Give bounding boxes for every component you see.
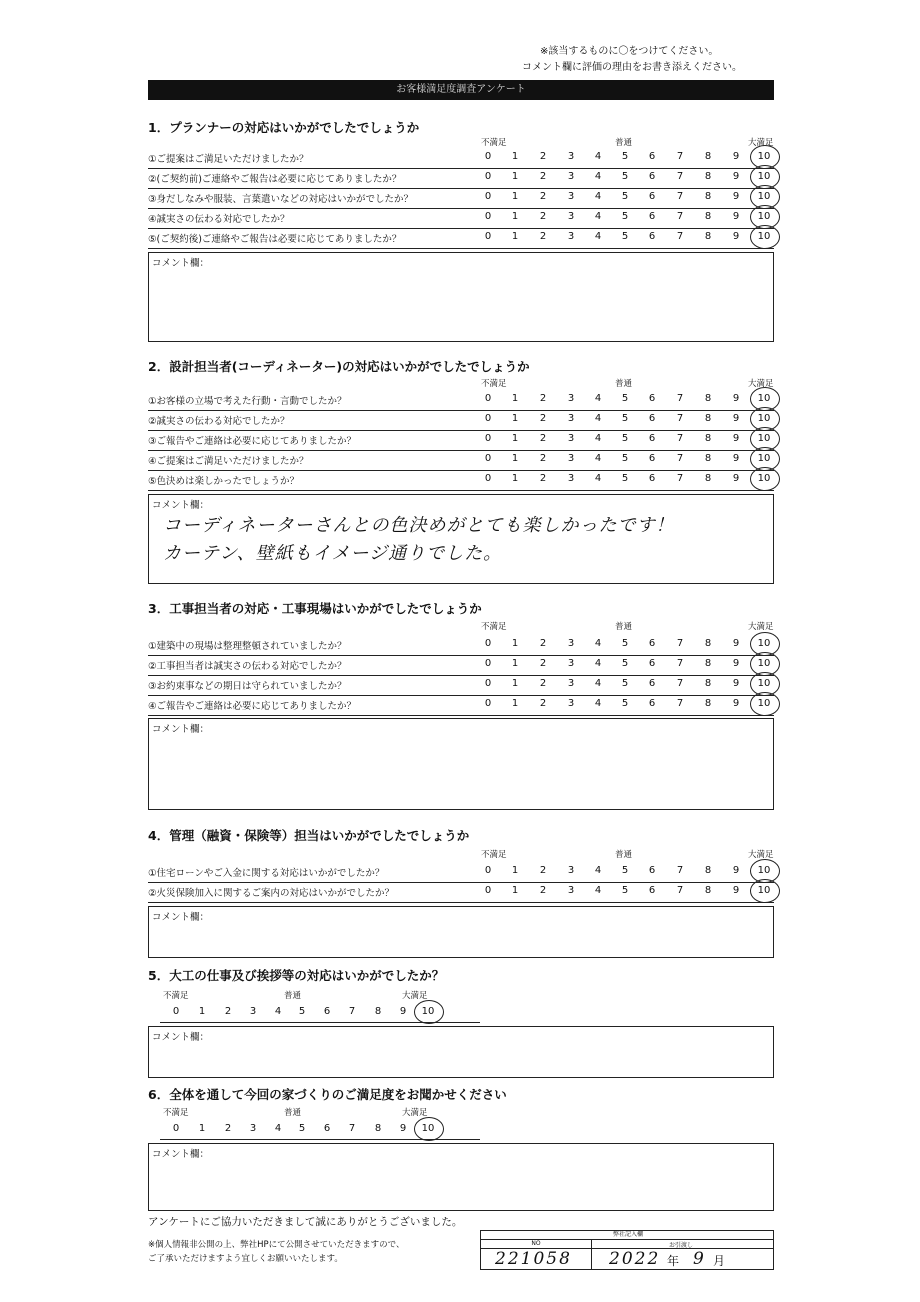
score-option-0[interactable]: 0 xyxy=(484,698,492,709)
score-option-7[interactable]: 7 xyxy=(348,1006,356,1017)
section-4-comment-box[interactable] xyxy=(148,906,774,958)
score-option-1[interactable]: 1 xyxy=(511,678,519,689)
score-option-7[interactable]: 7 xyxy=(676,453,684,464)
comment-label: コメント欄： xyxy=(152,258,210,269)
score-option-10[interactable]: 10 xyxy=(421,1006,435,1017)
score-option-8[interactable]: 8 xyxy=(704,393,712,404)
score-option-3[interactable]: 3 xyxy=(567,453,575,464)
score-option-7[interactable]: 7 xyxy=(676,865,684,876)
score-option-0[interactable]: 0 xyxy=(484,865,492,876)
question-row xyxy=(148,882,774,903)
score-option-1[interactable]: 1 xyxy=(511,698,519,709)
score-option-7[interactable]: 7 xyxy=(676,638,684,649)
score-option-0[interactable]: 0 xyxy=(484,473,492,484)
score-option-10[interactable]: 10 xyxy=(757,191,771,202)
score-option-8[interactable]: 8 xyxy=(704,151,712,162)
score-option-0[interactable]: 0 xyxy=(484,171,492,182)
score-option-3[interactable]: 3 xyxy=(567,638,575,649)
score-option-8[interactable]: 8 xyxy=(704,191,712,202)
score-option-2[interactable]: 2 xyxy=(539,678,547,689)
score-option-10[interactable]: 10 xyxy=(757,433,771,444)
section-2-mid-label: 普通 xyxy=(615,379,633,389)
score-option-4[interactable]: 4 xyxy=(594,413,602,424)
score-option-9[interactable]: 9 xyxy=(732,638,740,649)
score-option-4[interactable]: 4 xyxy=(594,171,602,182)
score-option-4[interactable]: 4 xyxy=(594,231,602,242)
score-option-0[interactable]: 0 xyxy=(484,151,492,162)
score-option-9[interactable]: 9 xyxy=(732,211,740,222)
score-option-1[interactable]: 1 xyxy=(511,151,519,162)
score-option-2[interactable]: 2 xyxy=(539,453,547,464)
score-option-8[interactable]: 8 xyxy=(704,678,712,689)
section-1-low-label: 不満足 xyxy=(481,138,507,148)
privacy-note-1: ※個人情報非公開の上、弊社HPにて公開させていただきますので、 xyxy=(148,1240,405,1250)
score-option-7[interactable]: 7 xyxy=(676,473,684,484)
selected-score-circle xyxy=(750,225,780,249)
score-option-3[interactable]: 3 xyxy=(567,473,575,484)
score-option-6[interactable]: 6 xyxy=(648,211,656,222)
score-option-9[interactable]: 9 xyxy=(732,433,740,444)
score-option-4[interactable]: 4 xyxy=(594,678,602,689)
score-option-0[interactable]: 0 xyxy=(484,231,492,242)
question-row xyxy=(148,410,774,431)
comment-label: コメント欄： xyxy=(152,500,210,511)
score-option-5[interactable]: 5 xyxy=(621,658,629,669)
score-option-5[interactable]: 5 xyxy=(621,698,629,709)
question-row xyxy=(148,470,774,491)
office-use-header: 弊社記入欄 xyxy=(612,1231,643,1238)
score-option-6[interactable]: 6 xyxy=(648,191,656,202)
score-option-10[interactable]: 10 xyxy=(757,453,771,464)
score-option-4[interactable]: 4 xyxy=(594,658,602,669)
score-option-10[interactable]: 10 xyxy=(757,211,771,222)
score-option-3[interactable]: 3 xyxy=(249,1123,257,1134)
score-option-1[interactable]: 1 xyxy=(511,658,519,669)
question-text: ②工事担当者は誠実さの伝わる対応でしたか？ xyxy=(148,661,347,672)
score-option-10[interactable]: 10 xyxy=(757,638,771,649)
score-option-2[interactable]: 2 xyxy=(539,865,547,876)
survey-number: 221058 xyxy=(495,1249,572,1269)
score-option-3[interactable]: 3 xyxy=(249,1006,257,1017)
score-option-0[interactable]: 0 xyxy=(484,453,492,464)
score-option-9[interactable]: 9 xyxy=(732,658,740,669)
score-option-5[interactable]: 5 xyxy=(621,393,629,404)
score-option-1[interactable]: 1 xyxy=(511,191,519,202)
score-option-9[interactable]: 9 xyxy=(732,413,740,424)
score-option-9[interactable]: 9 xyxy=(732,393,740,404)
section-3-comment-box[interactable] xyxy=(148,718,774,810)
score-option-1[interactable]: 1 xyxy=(511,433,519,444)
score-option-1[interactable]: 1 xyxy=(198,1123,206,1134)
score-option-7[interactable]: 7 xyxy=(676,413,684,424)
score-option-4[interactable]: 4 xyxy=(594,393,602,404)
score-option-7[interactable]: 7 xyxy=(676,698,684,709)
score-option-2[interactable]: 2 xyxy=(224,1123,232,1134)
section-4-title: 4．管理（融資・保険等）担当はいかがでしたでしょうか xyxy=(148,828,470,843)
score-option-5[interactable]: 5 xyxy=(621,191,629,202)
instruction-note-2: コメント欄に評価の理由をお書き添えください。 xyxy=(522,62,742,73)
score-option-3[interactable]: 3 xyxy=(567,211,575,222)
score-option-3[interactable]: 3 xyxy=(567,231,575,242)
score-option-1[interactable]: 1 xyxy=(511,211,519,222)
score-option-10[interactable]: 10 xyxy=(757,151,771,162)
score-option-6[interactable]: 6 xyxy=(648,638,656,649)
score-option-8[interactable]: 8 xyxy=(704,413,712,424)
section-6-title: 6．全体を通して今回の家づくりのご満足度をお聞かせください xyxy=(148,1087,507,1102)
score-option-10[interactable]: 10 xyxy=(757,865,771,876)
question-text: ④ご報告やご連絡は必要に応じてありましたか？ xyxy=(148,701,357,712)
question-row xyxy=(148,168,774,189)
score-option-10[interactable]: 10 xyxy=(757,885,771,896)
score-option-0[interactable]: 0 xyxy=(484,658,492,669)
score-option-2[interactable]: 2 xyxy=(539,171,547,182)
handover-month: 9 xyxy=(693,1249,704,1269)
score-option-5[interactable]: 5 xyxy=(621,638,629,649)
section-3-title: 3．工事担当者の対応・工事現場はいかがでしたでしょうか xyxy=(148,601,482,616)
selected-score-circle xyxy=(414,1000,444,1024)
question-text: ⑤(ご契約後)ご連絡やご報告は必要に応じてありましたか？ xyxy=(148,234,402,245)
comment-label: コメント欄： xyxy=(152,1149,210,1160)
question-text: ①お客様の立場で考えた行動・言動でしたか？ xyxy=(148,396,347,407)
score-option-10[interactable]: 10 xyxy=(421,1123,435,1134)
section-1-high-label: 大満足 xyxy=(748,138,774,148)
score-option-4[interactable]: 4 xyxy=(594,473,602,484)
score-option-6[interactable]: 6 xyxy=(648,885,656,896)
score-option-2[interactable]: 2 xyxy=(224,1006,232,1017)
score-option-2[interactable]: 2 xyxy=(539,473,547,484)
comment-label: コメント欄： xyxy=(152,912,210,923)
score-option-5[interactable]: 5 xyxy=(621,151,629,162)
section-1-mid-label: 普通 xyxy=(615,138,633,148)
score-option-0[interactable]: 0 xyxy=(484,885,492,896)
question-text: ④誠実さの伝わる対応でしたか？ xyxy=(148,214,290,225)
score-option-4[interactable]: 4 xyxy=(594,453,602,464)
score-option-5[interactable]: 5 xyxy=(621,211,629,222)
score-option-4[interactable]: 4 xyxy=(594,151,602,162)
score-option-9[interactable]: 9 xyxy=(732,885,740,896)
section-6-low-label: 不満足 xyxy=(163,1108,189,1118)
section-5-title: 5．大工の仕事及び挨拶等の対応はいかがでしたか？ xyxy=(148,968,445,983)
score-option-10[interactable]: 10 xyxy=(757,698,771,709)
section-1-comment-box[interactable] xyxy=(148,252,774,342)
year-unit: 年 xyxy=(667,1254,680,1268)
score-option-8[interactable]: 8 xyxy=(704,473,712,484)
score-option-2[interactable]: 2 xyxy=(539,698,547,709)
question-text: ②火災保険加入に関するご案内の対応はいかがでしたか？ xyxy=(148,888,395,899)
question-row xyxy=(148,188,774,209)
score-option-3[interactable]: 3 xyxy=(567,658,575,669)
score-option-3[interactable]: 3 xyxy=(567,698,575,709)
question-text: ①住宅ローンやご入金に関する対応はいかがでしたか？ xyxy=(148,868,385,879)
question-row xyxy=(148,228,774,249)
score-option-6[interactable]: 6 xyxy=(648,865,656,876)
score-option-0[interactable]: 0 xyxy=(484,678,492,689)
section-6-score-row xyxy=(160,1121,480,1140)
score-option-2[interactable]: 2 xyxy=(539,638,547,649)
score-option-5[interactable]: 5 xyxy=(621,865,629,876)
question-text: ②(ご契約前)ご連絡やご報告は必要に応じてありましたか？ xyxy=(148,174,402,185)
score-option-6[interactable]: 6 xyxy=(648,698,656,709)
section-5-comment-box[interactable] xyxy=(148,1026,774,1078)
section-3-low-label: 不満足 xyxy=(481,622,507,632)
score-option-7[interactable]: 7 xyxy=(676,231,684,242)
score-option-3[interactable]: 3 xyxy=(567,678,575,689)
score-option-6[interactable]: 6 xyxy=(648,151,656,162)
score-option-8[interactable]: 8 xyxy=(374,1123,382,1134)
score-option-5[interactable]: 5 xyxy=(621,453,629,464)
score-option-10[interactable]: 10 xyxy=(757,393,771,404)
score-option-10[interactable]: 10 xyxy=(757,413,771,424)
handover-year: 2022 xyxy=(609,1249,661,1269)
score-option-3[interactable]: 3 xyxy=(567,865,575,876)
score-option-10[interactable]: 10 xyxy=(757,171,771,182)
question-row xyxy=(148,862,774,883)
score-option-5[interactable]: 5 xyxy=(621,413,629,424)
score-option-1[interactable]: 1 xyxy=(511,413,519,424)
score-option-5[interactable]: 5 xyxy=(298,1006,306,1017)
score-option-9[interactable]: 9 xyxy=(732,231,740,242)
section-3-high-label: 大満足 xyxy=(748,622,774,632)
section-1-title: 1．プランナーの対応はいかがでしたでしょうか xyxy=(148,120,420,135)
score-option-9[interactable]: 9 xyxy=(732,678,740,689)
score-option-4[interactable]: 4 xyxy=(594,211,602,222)
score-option-8[interactable]: 8 xyxy=(704,433,712,444)
score-option-4[interactable]: 4 xyxy=(274,1123,282,1134)
score-option-5[interactable]: 5 xyxy=(621,678,629,689)
question-text: ①建築中の現場は整理整頓されていましたか？ xyxy=(148,641,347,652)
question-text: ②誠実さの伝わる対応でしたか？ xyxy=(148,416,290,427)
score-option-0[interactable]: 0 xyxy=(484,393,492,404)
score-option-7[interactable]: 7 xyxy=(676,678,684,689)
score-option-9[interactable]: 9 xyxy=(732,698,740,709)
score-option-6[interactable]: 6 xyxy=(648,413,656,424)
selected-score-circle xyxy=(414,1117,444,1141)
privacy-note-2: ご了承いただけますよう宜しくお願いいたします。 xyxy=(148,1254,343,1264)
score-option-0[interactable]: 0 xyxy=(484,413,492,424)
score-option-5[interactable]: 5 xyxy=(298,1123,306,1134)
comment-label: コメント欄： xyxy=(152,1032,210,1043)
question-text: ④ご提案はご満足いただけましたか？ xyxy=(148,456,309,467)
score-option-0[interactable]: 0 xyxy=(172,1006,180,1017)
score-option-9[interactable]: 9 xyxy=(732,171,740,182)
score-option-9[interactable]: 9 xyxy=(732,865,740,876)
score-option-2[interactable]: 2 xyxy=(539,191,547,202)
score-option-2[interactable]: 2 xyxy=(539,413,547,424)
score-option-2[interactable]: 2 xyxy=(539,151,547,162)
score-option-3[interactable]: 3 xyxy=(567,433,575,444)
score-option-1[interactable]: 1 xyxy=(511,865,519,876)
score-option-0[interactable]: 0 xyxy=(484,211,492,222)
score-option-1[interactable]: 1 xyxy=(511,453,519,464)
score-option-6[interactable]: 6 xyxy=(323,1123,331,1134)
section-6-comment-box[interactable] xyxy=(148,1143,774,1211)
question-row xyxy=(148,450,774,471)
section-5-mid-label: 普通 xyxy=(284,991,302,1001)
section-6-mid-label: 普通 xyxy=(284,1108,302,1118)
score-option-8[interactable]: 8 xyxy=(704,698,712,709)
score-option-6[interactable]: 6 xyxy=(648,453,656,464)
score-option-6[interactable]: 6 xyxy=(323,1006,331,1017)
question-row xyxy=(148,695,774,716)
score-option-8[interactable]: 8 xyxy=(704,638,712,649)
section-5-score-row xyxy=(160,1004,480,1023)
score-option-6[interactable]: 6 xyxy=(648,171,656,182)
office-use-box xyxy=(480,1230,774,1270)
score-option-6[interactable]: 6 xyxy=(648,393,656,404)
score-option-2[interactable]: 2 xyxy=(539,433,547,444)
question-row xyxy=(148,430,774,451)
score-option-4[interactable]: 4 xyxy=(594,885,602,896)
score-option-6[interactable]: 6 xyxy=(648,231,656,242)
instruction-note-1: ※該当するものに〇をつけてください。 xyxy=(540,46,719,57)
score-option-5[interactable]: 5 xyxy=(621,433,629,444)
section-6-high-label: 大満足 xyxy=(402,1108,428,1118)
score-option-7[interactable]: 7 xyxy=(676,658,684,669)
question-row xyxy=(148,148,774,169)
score-option-10[interactable]: 10 xyxy=(757,658,771,669)
score-option-0[interactable]: 0 xyxy=(172,1123,180,1134)
score-option-9[interactable]: 9 xyxy=(732,473,740,484)
score-option-8[interactable]: 8 xyxy=(374,1006,382,1017)
question-text: ⑤色決めは楽しかったでしょうか？ xyxy=(148,476,300,487)
score-option-0[interactable]: 0 xyxy=(484,638,492,649)
question-row xyxy=(148,655,774,676)
no-label: NO xyxy=(531,1240,541,1247)
score-option-2[interactable]: 2 xyxy=(539,393,547,404)
score-option-6[interactable]: 6 xyxy=(648,678,656,689)
survey-title-bar: お客様満足度調査アンケート xyxy=(148,80,774,100)
score-option-1[interactable]: 1 xyxy=(511,393,519,404)
score-option-4[interactable]: 4 xyxy=(274,1006,282,1017)
section-4-mid-label: 普通 xyxy=(615,850,633,860)
question-row xyxy=(148,208,774,229)
section-4-high-label: 大満足 xyxy=(748,850,774,860)
handwritten-comment-line: コーディネーターさんとの色決めがとても楽しかったです！ xyxy=(163,515,675,536)
score-option-8[interactable]: 8 xyxy=(704,171,712,182)
score-option-0[interactable]: 0 xyxy=(484,433,492,444)
score-option-10[interactable]: 10 xyxy=(757,231,771,242)
score-option-1[interactable]: 1 xyxy=(511,171,519,182)
score-option-3[interactable]: 3 xyxy=(567,413,575,424)
section-2-comment-box[interactable] xyxy=(148,494,774,584)
score-option-5[interactable]: 5 xyxy=(621,231,629,242)
score-option-8[interactable]: 8 xyxy=(704,865,712,876)
question-row xyxy=(148,635,774,656)
score-option-6[interactable]: 6 xyxy=(648,658,656,669)
score-option-9[interactable]: 9 xyxy=(399,1123,407,1134)
score-option-1[interactable]: 1 xyxy=(198,1006,206,1017)
score-option-3[interactable]: 3 xyxy=(567,191,575,202)
score-option-1[interactable]: 1 xyxy=(511,885,519,896)
score-option-3[interactable]: 3 xyxy=(567,885,575,896)
score-option-4[interactable]: 4 xyxy=(594,191,602,202)
score-option-7[interactable]: 7 xyxy=(676,171,684,182)
question-text: ③お約束事などの期日は守られていましたか？ xyxy=(148,681,347,692)
score-option-7[interactable]: 7 xyxy=(676,191,684,202)
score-option-2[interactable]: 2 xyxy=(539,231,547,242)
score-option-7[interactable]: 7 xyxy=(676,885,684,896)
score-option-7[interactable]: 7 xyxy=(676,433,684,444)
section-5-high-label: 大満足 xyxy=(402,991,428,1001)
score-option-8[interactable]: 8 xyxy=(704,885,712,896)
score-option-6[interactable]: 6 xyxy=(648,473,656,484)
score-option-3[interactable]: 3 xyxy=(567,171,575,182)
score-option-8[interactable]: 8 xyxy=(704,453,712,464)
score-option-4[interactable]: 4 xyxy=(594,865,602,876)
score-option-2[interactable]: 2 xyxy=(539,658,547,669)
handwritten-comment-line: カーテン、壁紙もイメージ通りでした。 xyxy=(163,543,503,564)
section-2-high-label: 大満足 xyxy=(748,379,774,389)
score-option-9[interactable]: 9 xyxy=(732,151,740,162)
score-option-2[interactable]: 2 xyxy=(539,211,547,222)
score-option-4[interactable]: 4 xyxy=(594,638,602,649)
section-5-low-label: 不満足 xyxy=(163,991,189,1001)
section-4-low-label: 不満足 xyxy=(481,850,507,860)
section-3-mid-label: 普通 xyxy=(615,622,633,632)
score-option-8[interactable]: 8 xyxy=(704,211,712,222)
score-option-7[interactable]: 7 xyxy=(676,393,684,404)
score-option-9[interactable]: 9 xyxy=(732,191,740,202)
selected-score-circle xyxy=(750,467,780,491)
score-option-0[interactable]: 0 xyxy=(484,191,492,202)
section-2-low-label: 不満足 xyxy=(481,379,507,389)
question-text: ①ご提案はご満足いただけましたか？ xyxy=(148,154,309,165)
score-option-1[interactable]: 1 xyxy=(511,473,519,484)
selected-score-circle xyxy=(750,879,780,903)
score-option-4[interactable]: 4 xyxy=(594,698,602,709)
question-text: ③ご報告やご連絡は必要に応じてありましたか？ xyxy=(148,436,357,447)
score-option-5[interactable]: 5 xyxy=(621,885,629,896)
score-option-1[interactable]: 1 xyxy=(511,231,519,242)
score-option-5[interactable]: 5 xyxy=(621,473,629,484)
score-option-2[interactable]: 2 xyxy=(539,885,547,896)
question-row xyxy=(148,390,774,411)
score-option-3[interactable]: 3 xyxy=(567,151,575,162)
score-option-9[interactable]: 9 xyxy=(399,1006,407,1017)
score-option-8[interactable]: 8 xyxy=(704,231,712,242)
selected-score-circle xyxy=(750,692,780,716)
score-option-6[interactable]: 6 xyxy=(648,433,656,444)
score-option-10[interactable]: 10 xyxy=(757,678,771,689)
score-option-8[interactable]: 8 xyxy=(704,658,712,669)
question-text: ③身だしなみや服装、言葉遣いなどの対応はいかがでしたか？ xyxy=(148,194,414,205)
score-option-4[interactable]: 4 xyxy=(594,433,602,444)
score-option-7[interactable]: 7 xyxy=(348,1123,356,1134)
question-row xyxy=(148,675,774,696)
score-option-10[interactable]: 10 xyxy=(757,473,771,484)
score-option-1[interactable]: 1 xyxy=(511,638,519,649)
score-option-7[interactable]: 7 xyxy=(676,211,684,222)
thanks-text: アンケートにご協力いただきまして誠にありがとうございました。 xyxy=(148,1216,463,1228)
score-option-7[interactable]: 7 xyxy=(676,151,684,162)
score-option-5[interactable]: 5 xyxy=(621,171,629,182)
comment-label: コメント欄： xyxy=(152,724,210,735)
handover-label: お引渡し xyxy=(668,1242,693,1249)
score-option-3[interactable]: 3 xyxy=(567,393,575,404)
score-option-9[interactable]: 9 xyxy=(732,453,740,464)
section-2-title: 2．設計担当者(コーディネーター)の対応はいかがでしたでしょうか xyxy=(148,359,530,374)
month-unit: 月 xyxy=(713,1254,726,1268)
